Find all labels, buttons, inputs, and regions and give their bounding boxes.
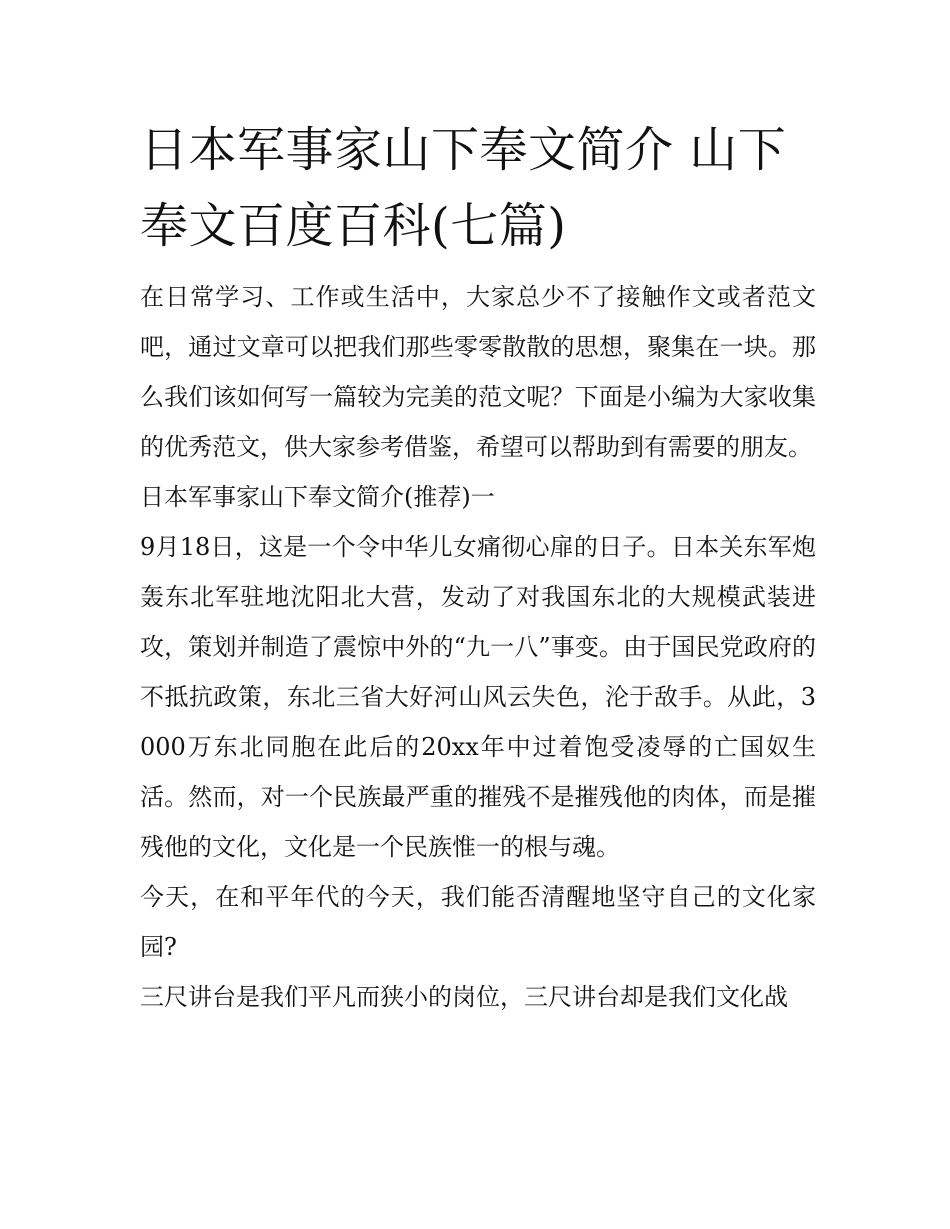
body-paragraph-2: 今天，在和平年代的今天，我们能否清醒地坚守自己的文化家园? bbox=[140, 883, 816, 961]
document-title: 日本军事家山下奉文简介 山下奉文百度百科(七篇) bbox=[140, 122, 787, 254]
section-heading: 日本军事家山下奉文简介(推荐)一 bbox=[140, 483, 495, 511]
intro-paragraph: 在日常学习、工作或生活中，大家总少不了接触作文或者范文吧，通过文章可以把我们那些零零散散的思想，聚集在一块。那么我们该如何写一篇较为完美的范文呢？下面是小编为大家收集的优秀范文，供大家参考借鉴，希望可以帮助到有需要的朋友。 bbox=[140, 283, 816, 461]
body-paragraph-3: 三尺讲台是我们平凡而狭小的岗位，三尺讲台却是我们文化战 bbox=[140, 983, 788, 1011]
document-body bbox=[140, 112, 816, 1022]
body-paragraph-1: 9月18日，这是一个令中华儿女痛彻心扉的日子。日本关东军炮轰东北军驻地沈阳北大营，发动了对我国东北的大规模武装进攻，策划并制造了震惊中外的“九一八”事变。由于国民党政府的不抵抗政策，东北三省大好河山风云失色，沦于敌手。从此，3000万东北同胞在此后的20xx年中过着饱受凌辱的亡国奴生活。然而，对一个民族最严重的摧残不是摧残他的肉体，而是摧残他的文化，文化是一个民族惟一的根与魂。 bbox=[140, 533, 816, 861]
